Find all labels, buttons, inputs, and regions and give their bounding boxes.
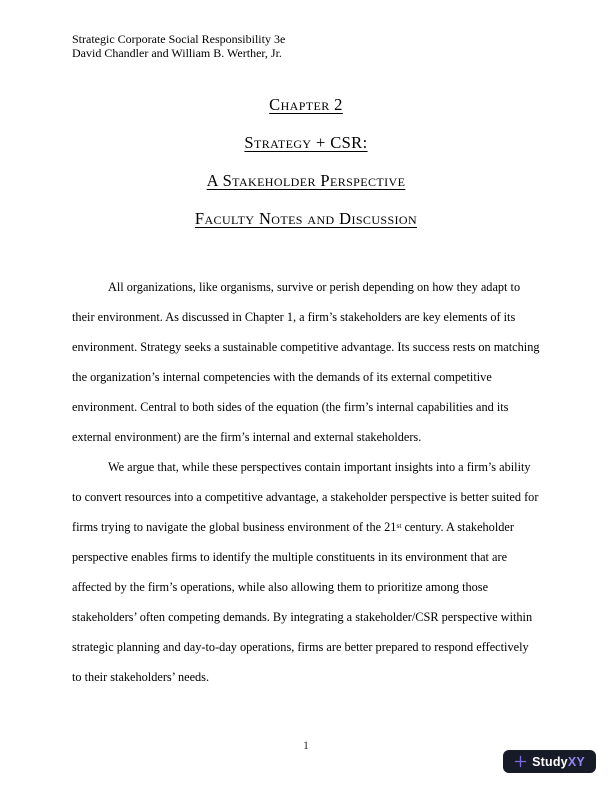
running-header [72, 33, 285, 60]
paragraph-2-text-cont: century. A stakeholder perspective enables firms to identify the multiple constituents in its environment that are affected by the firm’s operations, while also allowing them to prioritize among those stakeholders’ often competing demands. By integrating a stakeholder/CSR perspective within strategic planning and day-to-day operations, firms are better prepared to respond effectively to their stakeholders’ needs. [72, 520, 533, 684]
superscript-ordinal: st [396, 521, 402, 531]
paragraph-2-text: We argue that, while these perspectives contain important insights into a firm’s ability to convert resources into a competitive advantage, a stakeholder perspective is better suited for firms trying to navigate the global business environment of the 21 [72, 460, 539, 534]
plus-icon [514, 755, 527, 768]
brand-xy-text: XY [567, 754, 585, 769]
header-authors: David Chandler and William B. Werther, Jr. [72, 45, 282, 60]
title-strategy-csr: Strategy + CSR: [244, 133, 368, 152]
title-stakeholder-perspective: A Stakeholder Perspective [206, 171, 406, 190]
studyxy-logo-badge[interactable] [503, 750, 596, 773]
body-text [72, 272, 540, 692]
paragraph-1: All organizations, like organisms, survive or perish depending on how they adapt to their environment. As discussed in Chapter 1, a firm’s stakeholders are key elements of its environment. Strategy seeks a sustainable competitive advantage. Its success rests on matching the organization’s internal competencies with the demands of its external competitive environment. Central to both sides of the equation (the firm’s internal capabilities and its external environment) are the firm’s internal and external stakeholders. [72, 280, 540, 444]
page-number: 1 [303, 738, 309, 752]
header-book-title: Strategic Corporate Social Responsibility 3e [72, 32, 286, 46]
paragraph-2 [72, 452, 540, 692]
title-chapter: Chapter 2 [269, 95, 343, 114]
brand-study-text: Study [532, 754, 568, 769]
title-faculty-notes: Faculty Notes and Discussion [194, 209, 418, 228]
chapter-title-block [0, 86, 612, 238]
studyxy-brand-text [532, 755, 585, 769]
